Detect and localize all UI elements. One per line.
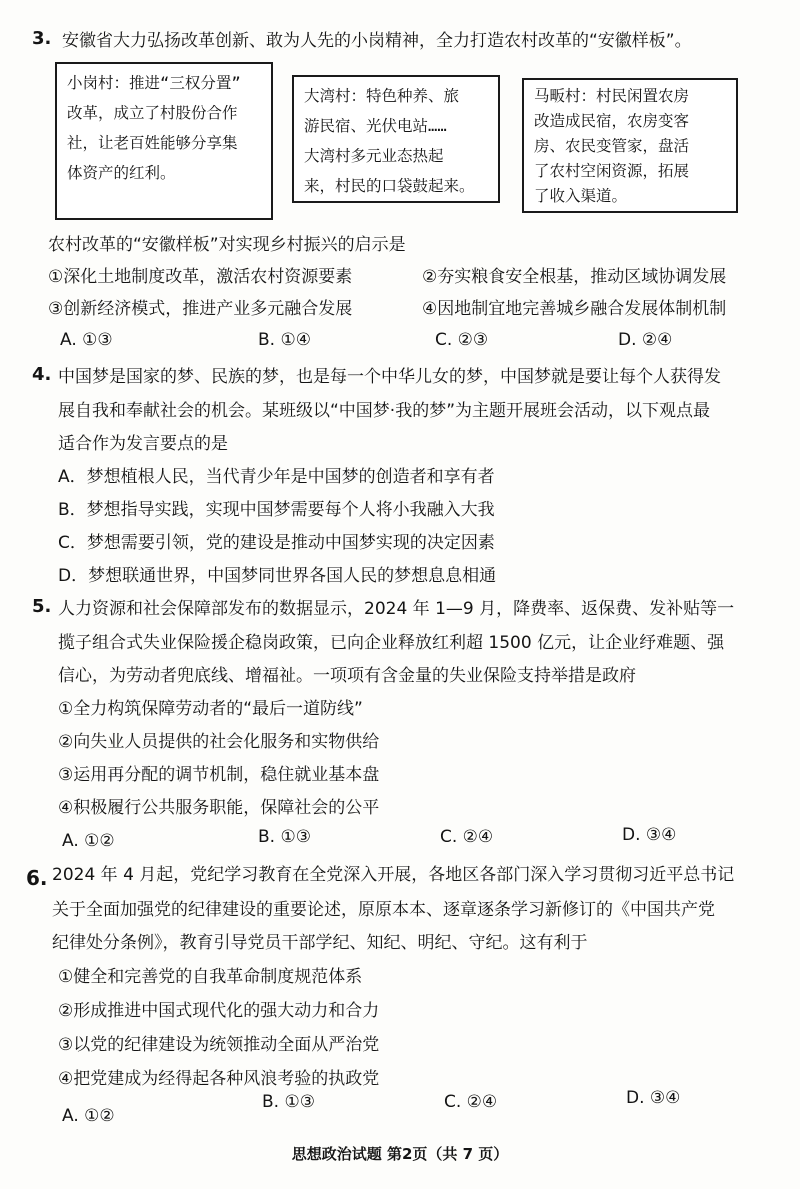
q3-option-a: A. ①③ bbox=[60, 330, 113, 350]
q3-number: 3. bbox=[32, 28, 52, 49]
q4-option-d: D．梦想联通世界，中国梦同世界各国人民的梦想息息相通 bbox=[58, 566, 497, 586]
q4-stem-line-2: 展自我和奉献社会的机会。某班级以“中国梦·我的梦”为主题开展班会活动，以下观点最 bbox=[58, 401, 711, 421]
q6-item-2: ②形成推进中国式现代化的强大动力和合力 bbox=[58, 1001, 380, 1021]
page-footer: 思想政治试题 第2页（共 7 页） bbox=[291, 1145, 509, 1163]
q3-box-mafan: 马畈村：村民闲置农房 改造成民宿，农房变客 房、农民变管家，盘活 了农村空闲资源，拓展 了收入渠道。 bbox=[522, 78, 738, 213]
q4-stem-line-1: 中国梦是国家的梦、民族的梦，也是每一个中华儿女的梦，中国梦就是要让每个人获得发 bbox=[58, 367, 721, 387]
q3-question: 农村改革的“安徽样板”对实现乡村振兴的启示是 bbox=[48, 235, 406, 255]
q6-stem-line-2: 关于全面加强党的纪律建设的重要论述，原原本本、逐章逐条学习新修订的《中国共产党 bbox=[52, 900, 715, 920]
q3-option-b: B. ①④ bbox=[258, 330, 311, 350]
q6-stem-line-3: 纪律处分条例》，教育引导党员干部学纪、知纪、明纪、守纪。这有利于 bbox=[52, 933, 588, 953]
q6-stem-line-1: 2024 年 4 月起，党纪学习教育在全党深入开展，各地区各部门深入学习贯彻习近平总书记 bbox=[52, 865, 735, 885]
q6-item-4: ④把党建成为经得起各种风浪考验的执政党 bbox=[58, 1069, 380, 1089]
q6-number: 6. bbox=[26, 866, 48, 890]
q3-option-d: D. ②④ bbox=[618, 330, 673, 350]
q3-item-1: ①深化土地制度改革，激活农村资源要素 bbox=[48, 267, 353, 287]
q3-stem: 安徽省大力弘扬改革创新、敢为人先的小岗精神，全力打造农村改革的“安徽样板”。 bbox=[62, 31, 692, 51]
q5-stem-line-2: 揽子组合式失业保险援企稳岗政策，已向企业释放红利超 1500 亿元，让企业纾难题、强 bbox=[58, 633, 725, 653]
q5-option-b: B. ①③ bbox=[258, 827, 311, 847]
q3-box-dawan: 大湾村：特色种养、旅 游民宿、光伏电站…… 大湾村多元业态热起 来，村民的口袋鼓起来。 bbox=[292, 75, 500, 203]
q5-stem-line-3: 信心，为劳动者兜底线、增福祉。一项项有含金量的失业保险支持举措是政府 bbox=[58, 666, 636, 686]
q3-option-c: C. ②③ bbox=[435, 330, 489, 350]
q3-box-xiaogang: 小岗村：推进“三权分置” 改革，成立了村股份合作 社，让老百姓能够分享集 体资产的红利。 bbox=[55, 62, 273, 220]
q3-item-2: ②夯实粮食安全根基，推动区域协调发展 bbox=[422, 267, 727, 287]
q5-item-1: ①全力构筑保障劳动者的“最后一道防线” bbox=[58, 699, 363, 719]
q4-option-b: B．梦想指导实践，实现中国梦需要每个人将小我融入大我 bbox=[58, 500, 495, 520]
q4-option-c: C．梦想需要引领，党的建设是推动中国梦实现的决定因素 bbox=[58, 533, 495, 553]
q6-item-1: ①健全和完善党的自我革命制度规范体系 bbox=[58, 967, 363, 987]
q6-option-a: A. ①② bbox=[62, 1106, 115, 1126]
q5-option-a: A. ①② bbox=[62, 831, 115, 851]
q4-number: 4. bbox=[32, 364, 52, 385]
q6-option-b: B. ①③ bbox=[262, 1092, 315, 1112]
q5-stem-line-1: 人力资源和社会保障部发布的数据显示，2024 年 1—9 月，降费率、返保费、发补贴等一 bbox=[58, 599, 735, 619]
q3-item-4: ④因地制宜地完善城乡融合发展体制机制 bbox=[422, 299, 727, 319]
q5-option-d: D. ③④ bbox=[622, 825, 677, 845]
q6-item-3: ③以党的纪律建设为统领推动全面从严治党 bbox=[58, 1035, 380, 1055]
q4-stem-line-3: 适合作为发言要点的是 bbox=[58, 434, 228, 454]
q3-item-3: ③创新经济模式，推进产业多元融合发展 bbox=[48, 299, 353, 319]
q5-option-c: C. ②④ bbox=[440, 827, 494, 847]
q5-item-2: ②向失业人员提供的社会化服务和实物供给 bbox=[58, 732, 380, 752]
q6-option-d: D. ③④ bbox=[626, 1088, 681, 1108]
q5-item-3: ③运用再分配的调节机制，稳住就业基本盘 bbox=[58, 765, 380, 785]
q5-number: 5. bbox=[32, 596, 52, 617]
q5-item-4: ④积极履行公共服务职能，保障社会的公平 bbox=[58, 798, 380, 818]
q4-option-a: A．梦想植根人民，当代青少年是中国梦的创造者和享有者 bbox=[58, 467, 495, 487]
q6-option-c: C. ②④ bbox=[444, 1092, 498, 1112]
